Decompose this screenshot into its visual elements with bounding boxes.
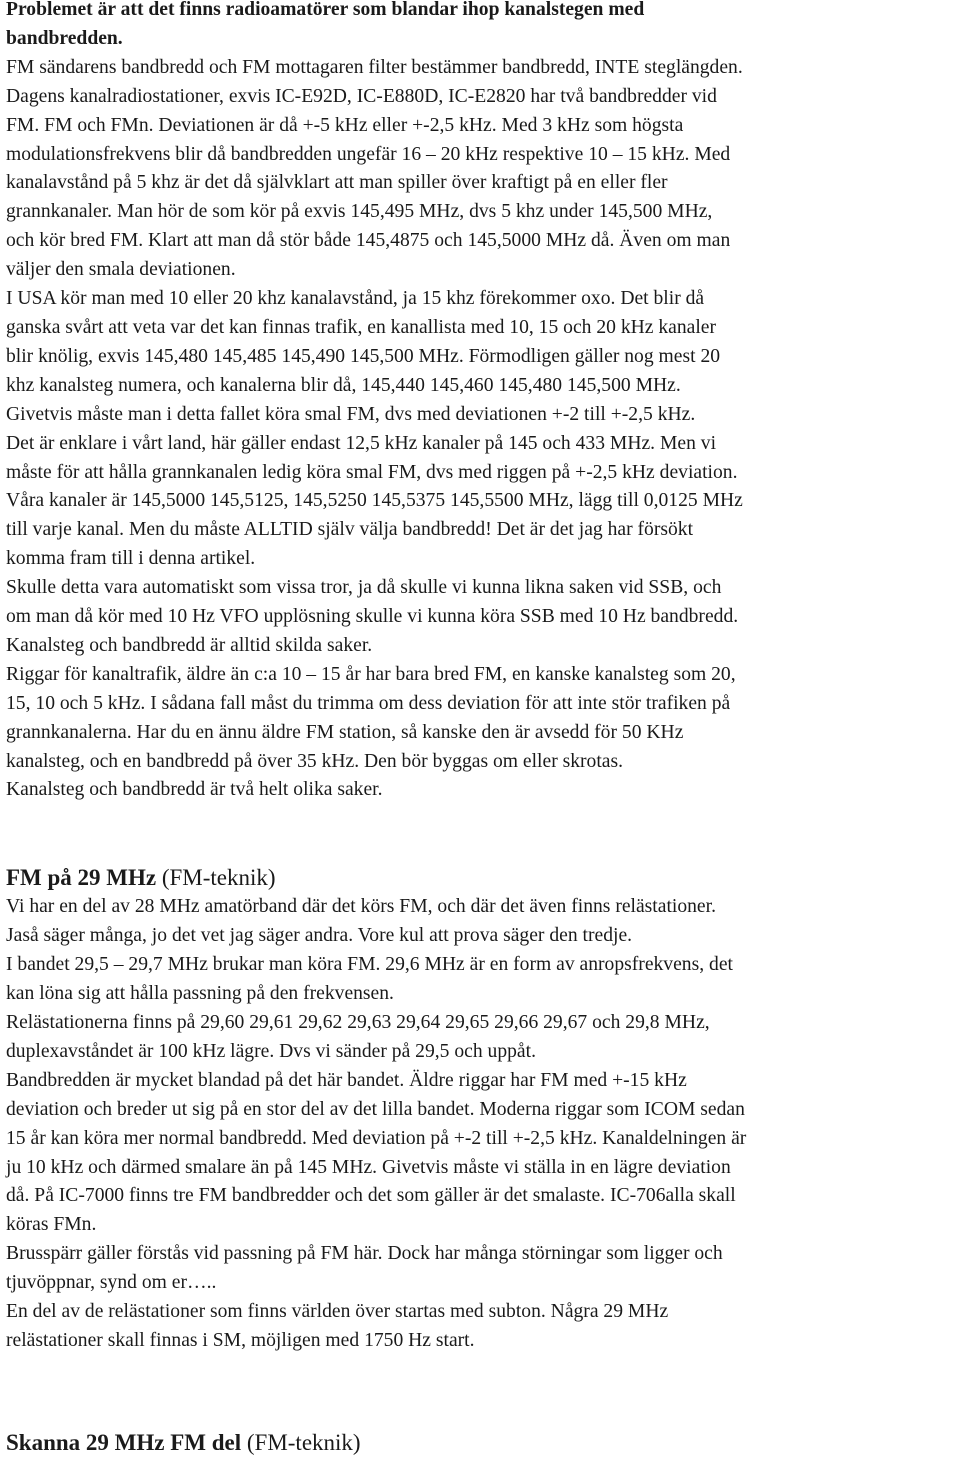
paragraph-line: I bandet 29,5 – 29,7 MHz brukar man köra FM. 29,6 MHz är en form av anropsfrekvens, det [6, 954, 733, 976]
paragraph-line: kanalavstånd på 5 khz är det då självklart att man spiller över kraftigt på en eller fler [6, 172, 668, 194]
paragraph-line: 15 år kan köra mer normal bandbredd. Med deviation på +-2 till +-2,5 kHz. Kanaldelningen är [6, 1127, 747, 1149]
paragraph-line: Brusspärr gäller förstås vid passning på FM här. Dock har många störningar som ligger och [6, 1243, 723, 1265]
paragraph-line: blir knölig, exvis 145,480 145,485 145,490 145,500 MHz. Förmodligen gäller nog mest 20 [6, 345, 721, 367]
paragraph-line: khz kanalsteg numera, och kanalerna blir då, 145,440 145,460 145,480 145,500 MHz. [6, 374, 681, 396]
paragraph-line: och kör bred FM. Klart att man då stör både 145,4875 och 145,5000 MHz då. Även om man [6, 230, 731, 252]
paragraph-line: om man då kör med 10 Hz VFO upplösning skulle vi kunna köra SSB med 10 Hz bandbredd. [6, 606, 739, 628]
paragraph-line: Det är enklare i vårt land, här gäller endast 12,5 kHz kanaler på 145 och 433 MHz. Men vi [6, 432, 717, 454]
intro-bold-line-2: bandbredden. [6, 27, 123, 49]
paragraph-line: komma fram till i denna artikel. [6, 548, 256, 570]
section-heading [6, 1428, 954, 1458]
section-fm-29-mhz [6, 863, 954, 1356]
paragraph-line: Vi har en del av 28 MHz amatörband där det körs FM, och där det även finns relästationer. [6, 896, 716, 918]
paragraph-line: kan löna sig att hålla passning på den frekvensen. [6, 983, 394, 1005]
paragraph-line: Relästationerna finns på 29,60 29,61 29,62 29,63 29,64 29,65 29,66 29,67 och 29,8 MHz, [6, 1012, 710, 1033]
paragraph-line: Skulle detta vara automatiskt som vissa tror, ja då skulle vi kunna likna saken vid SSB, och [6, 577, 722, 599]
paragraph-line: FM sändarens bandbredd och FM mottagaren filter bestämmer bandbredd, INTE steglängden. [6, 56, 743, 78]
paragraph-line: grannkanalerna. Har du en ännu äldre FM station, så kanske den är avsedd för 50 KHz [6, 721, 684, 743]
heading-bold-text: Skanna 29 MHz FM del [6, 1429, 242, 1455]
paragraph-line: En del av de relästationer som finns världen över startas med subton. Några 29 MHz [6, 1301, 669, 1323]
paragraph-line: relästationer skall finnas i SM, möjligen med 1750 Hz start. [6, 1329, 475, 1351]
paragraph-line: FM. FM och FMn. Deviationen är då +-5 kHz eller +-2,5 kHz. Med 3 kHz som högsta [6, 114, 684, 136]
paragraph-line: Bandbredden är mycket blandad på det här bandet. Äldre riggar har FM med +-15 kHz [6, 1069, 687, 1091]
spacer [6, 805, 954, 863]
paragraph-line: grannkanaler. Man hör de som kör på exvis 145,495 MHz, dvs 5 khz under 145,500 MHz, [6, 201, 713, 223]
section-kanalsteg [6, 0, 954, 805]
paragraph-line: modulationsfrekvens blir då bandbredden ungefär 16 – 20 kHz respektive 10 – 15 kHz. Med [6, 143, 731, 165]
paragraph-line: duplexavståndet är 100 kHz lägre. Dvs vi sänder på 29,5 och uppåt. [6, 1040, 536, 1062]
paragraph-line: Riggar för kanaltrafik, äldre än c:a 10 – 15 år har bara bred FM, en kanske kanalsteg som 20, [6, 663, 736, 685]
paragraph-line: Kanalsteg och bandbredd är två helt olika saker. [6, 779, 383, 801]
paragraph-line: ju 10 kHz och därmed smalare än på 145 MHz. Givetvis måste vi ställa in en lägre deviation [6, 1156, 731, 1178]
paragraph-line: Kanalsteg och bandbredd är alltid skilda saker. [6, 634, 373, 656]
paragraph-line: då. På IC-7000 finns tre FM bandbredder och det som gäller är det smalaste. IC-706alla skall [6, 1185, 736, 1207]
paragraph-line: deviation och breder ut sig på en stor del av det lilla bandet. Moderna riggar som ICOM sedan [6, 1098, 745, 1120]
paragraph-line: köras FMn. [6, 1214, 97, 1236]
heading-bold-text: FM på 29 MHz [6, 865, 157, 891]
paragraph-line: ganska svårt att veta var det kan finnas trafik, en kanallista med 10, 15 och 20 kHz kanaler [6, 316, 717, 338]
paragraph-line: kanalsteg, och en bandbredd på över 35 kHz. Den bör byggas om eller skrotas. [6, 750, 624, 772]
section-heading [6, 863, 954, 893]
paragraph-line: Dagens kanalradiostationer, exvis IC-E92D, IC-E880D, IC-E2820 har två bandbredder vid [6, 85, 717, 107]
paragraph-line: 15, 10 och 5 kHz. I sådana fall måst du trimma om dess deviation för att inte stör trafiken på [6, 692, 731, 714]
paragraph-line: Våra kanaler är 145,5000 145,5125, 145,5250 145,5375 145,5500 MHz, lägg till 0,0125 MHz [6, 490, 743, 512]
paragraph-line: tjuvöppnar, synd om er….. [6, 1272, 217, 1294]
paragraph-line: Givetvis måste man i detta fallet köra smal FM, dvs med deviationen +-2 till +-2,5 kHz. [6, 403, 696, 425]
spacer [6, 1356, 954, 1428]
paragraph-line: Jaså säger många, jo det vet jag säger andra. Vore kul att prova säger den tredje. [6, 925, 633, 947]
paragraph-line: måste för att hålla grannkanalen ledig köra smal FM, dvs med riggen på +-2,5 kHz deviation. [6, 461, 738, 483]
intro-bold-line-1: Problemet är att det finns radioamatörer som blandar ihop kanalstegen med [6, 0, 645, 20]
paragraph-line: väljer den smala deviationen. [6, 259, 236, 281]
heading-category-text: (FM-teknik) [156, 865, 276, 891]
paragraph-line: till varje kanal. Men du måste ALLTID själv välja bandbredd! Det är det jag har försökt [6, 519, 694, 541]
paragraph-line: I USA kör man med 10 eller 20 khz kanalavstånd, ja 15 khz förekommer oxo. Det blir då [6, 288, 705, 310]
heading-category-text: (FM-teknik) [241, 1429, 361, 1455]
section-skanna-29-mhz [6, 1428, 954, 1458]
